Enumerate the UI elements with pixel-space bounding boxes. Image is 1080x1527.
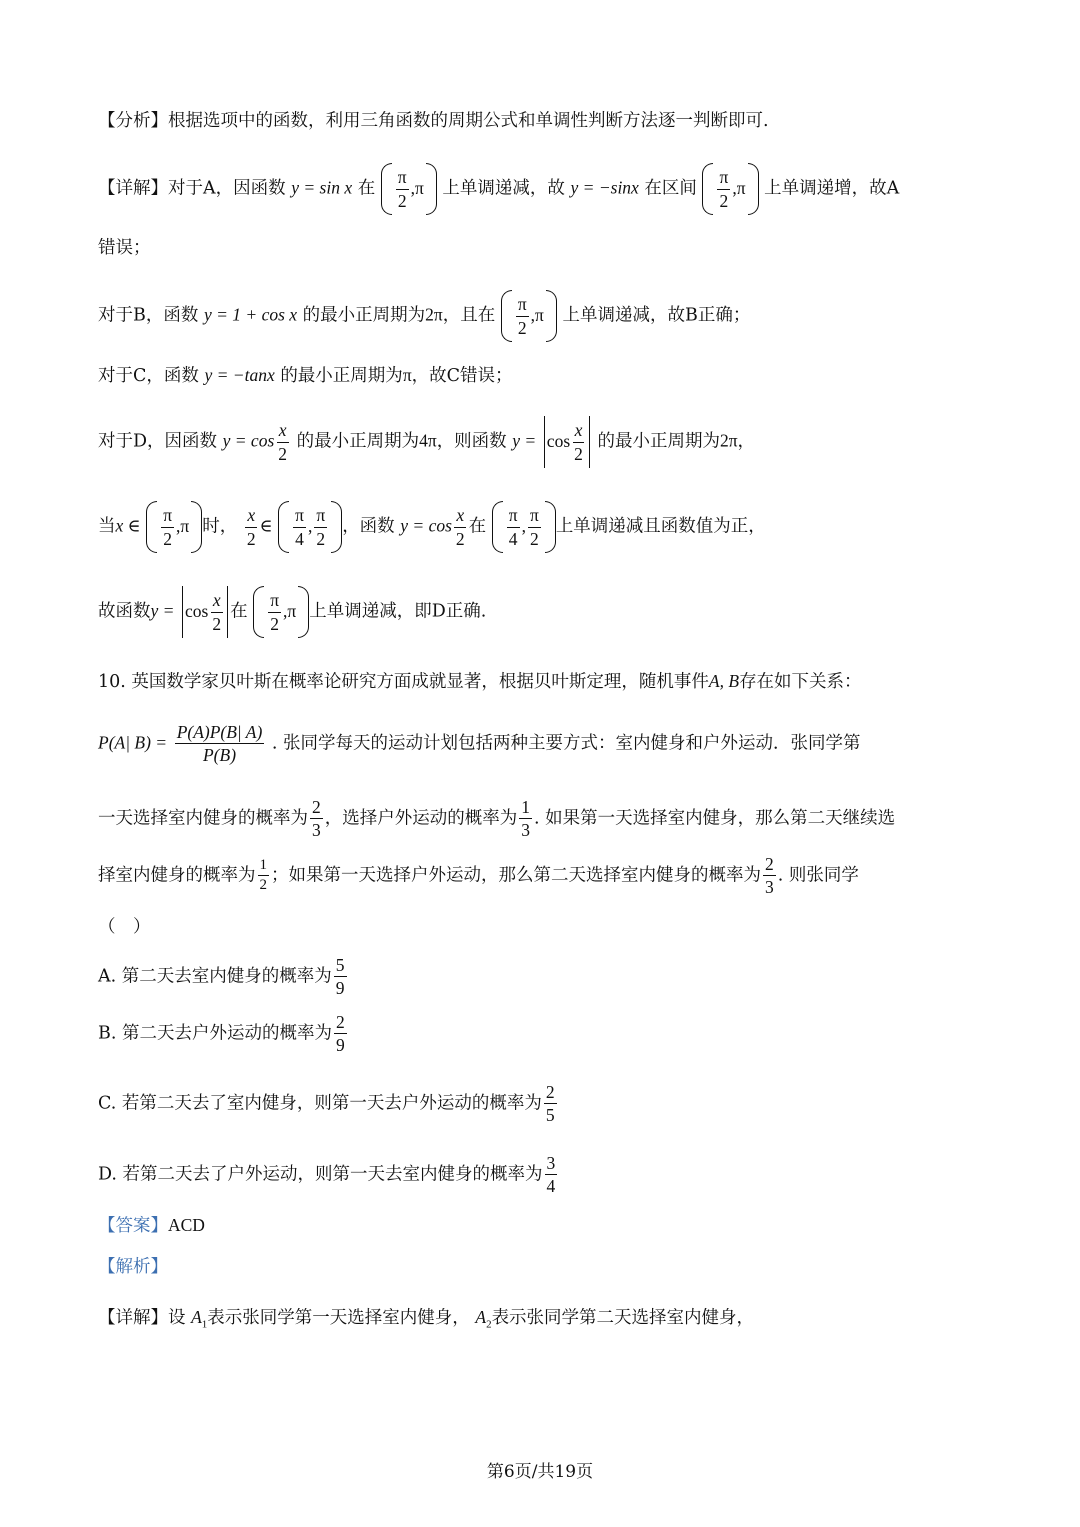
explanation-line [98, 1259, 168, 1277]
page-footer: 第6页/共19页 [486, 1462, 594, 1482]
math-expr: π [402, 365, 412, 385]
frac-den: 4 [295, 528, 304, 549]
math-expr: y = sin x [291, 177, 353, 198]
detail-e-line [98, 501, 766, 553]
math-expr: y = −sinx [570, 177, 639, 198]
text: 的最小正周期为 [302, 305, 426, 326]
frac-num: π [507, 506, 520, 527]
option-d [98, 1154, 559, 1196]
option-text: C. 若第二天去了室内健身，则第一天去户外运动的概率为 [98, 1093, 542, 1114]
text: ， [737, 431, 756, 452]
answer-line [98, 1217, 205, 1236]
abs-value [544, 416, 590, 468]
math-sub: 1 [201, 1318, 208, 1331]
math-expr: A, B [708, 671, 740, 691]
text: 对于C，函数 [98, 366, 199, 386]
frac-num: 2 [763, 855, 776, 876]
detail-d-line [98, 416, 755, 468]
text: 在 [468, 516, 487, 537]
frac-den: 2 [259, 877, 267, 894]
math-expr: ,π [283, 601, 297, 622]
analysis-label: 【分析】 [98, 111, 168, 131]
text: 设 [168, 1308, 186, 1328]
math-expr: y = [150, 600, 175, 621]
text: ，故C错误； [411, 366, 513, 386]
frac-num: x [277, 421, 289, 442]
frac-num: x [573, 421, 585, 442]
interval [492, 501, 556, 553]
interval [146, 501, 202, 553]
detail-label: 【详解】 [98, 178, 168, 199]
text: 表示张同学第二天选择室内健身， [491, 1308, 755, 1328]
text: 在 [357, 178, 376, 199]
text: ，且在 [442, 305, 496, 326]
math-expr: y = −tanx [204, 365, 275, 385]
text: ，选择户外运动的概率为 [324, 808, 518, 829]
frac-den: 5 [545, 1105, 555, 1126]
math-expr: y = cos [400, 515, 452, 536]
interval [702, 163, 758, 215]
text: 对于A，因函数 [168, 178, 286, 199]
question-line-2 [98, 723, 861, 765]
math-expr: x ∈ [115, 515, 141, 536]
text: 的最小正周期为 [597, 431, 720, 452]
interval [381, 163, 437, 215]
text: . 则张同学 [777, 865, 859, 886]
math-expr: ,π [176, 516, 190, 537]
frac-den: 2 [163, 528, 172, 549]
text: 上单调递增，故A [764, 178, 900, 199]
text: 对于B，函数 [98, 305, 199, 326]
text: 故函数 [98, 601, 151, 622]
text: 上单调递减，即D正确. [309, 601, 487, 622]
frac-num: P(A)P(B| A) [175, 723, 265, 744]
analysis-line [98, 113, 769, 131]
frac-num: 2 [310, 798, 323, 819]
frac-den: 3 [312, 820, 321, 841]
text: 上单调递减，故 [442, 178, 565, 199]
text: 一天选择室内健身的概率为 [98, 808, 308, 829]
frac-den: 2 [574, 443, 583, 464]
explanation-label: 【解析】 [98, 1257, 168, 1277]
math-expr: 4π [419, 430, 437, 451]
text: 在区间 [644, 178, 697, 199]
math-expr: cos [185, 601, 209, 622]
frac-num: π [396, 168, 409, 189]
math-expr: ,π [732, 178, 746, 199]
interval [253, 586, 309, 638]
frac-den: 9 [335, 978, 345, 999]
frac-den: 2 [455, 528, 465, 549]
text: 在 [230, 601, 248, 622]
text: 时， [202, 516, 238, 537]
text: ；如果第一天选择户外运动，那么第二天选择室内健身的概率为 [271, 865, 761, 886]
frac-num: 1 [258, 858, 270, 877]
text: 当 [98, 516, 116, 537]
frac-num: 1 [519, 798, 532, 819]
frac-num: π [268, 591, 281, 612]
text: . 张同学每天的运动计划包括两种主要方式：室内健身和户外运动．张同学第 [271, 733, 861, 754]
math-expr: cos [546, 431, 571, 452]
question-number: 10. [98, 672, 126, 692]
text: 择室内健身的概率为 [98, 865, 256, 886]
frac-den: 2 [517, 317, 527, 338]
frac-den: 2 [397, 190, 407, 211]
text: 上单调递减且函数值为正， [555, 516, 766, 537]
math-expr: P(A| B) = [98, 732, 168, 753]
detail2-label: 【详解】 [98, 1308, 168, 1328]
option-text: A. 第二天去室内健身的概率为 [98, 966, 332, 987]
math-expr: ,π [410, 178, 424, 199]
text: 对于D，因函数 [98, 431, 218, 452]
frac-den: 9 [336, 1035, 345, 1056]
frac-num: π [161, 506, 174, 527]
frac-num: 2 [334, 1013, 347, 1034]
analysis-text: 根据选项中的函数，利用三角函数的周期公式和单调性判断方法逐一判断即可. [168, 111, 769, 131]
text: 的最小正周期为 [296, 431, 420, 452]
frac-den: 3 [521, 820, 530, 841]
math-expr: 2π [425, 304, 443, 325]
question-line-4 [98, 855, 859, 897]
math-expr: y = cos [222, 430, 275, 451]
question-line-1 [98, 673, 862, 692]
frac-num: π [516, 295, 529, 316]
text: （ ） [98, 917, 151, 937]
text: 错误； [98, 238, 151, 258]
option-text: B. 第二天去户外运动的概率为 [98, 1023, 332, 1044]
frac-num: x [211, 591, 223, 612]
math-expr: A [475, 1307, 487, 1327]
frac-den: 2 [316, 528, 326, 549]
answer-value: ACD [168, 1215, 205, 1235]
frac-den: 2 [278, 443, 288, 464]
text: 上单调递减，故B正确； [562, 305, 751, 326]
frac-den: P(B) [202, 745, 237, 766]
detail-c-line [98, 367, 513, 386]
math-expr: , [307, 516, 313, 537]
math-expr: 2π [719, 430, 738, 451]
frac-den: 2 [246, 528, 256, 549]
math-expr: , [521, 516, 526, 537]
frac-num: 3 [545, 1154, 558, 1175]
frac-num: π [314, 506, 327, 527]
option-text: D. 若第二天去了户外运动，则第一天去室内健身的概率为 [98, 1164, 543, 1185]
frac-num: x [245, 506, 257, 527]
frac-num: π [528, 506, 541, 527]
frac-num: π [293, 506, 306, 527]
frac-num: x [454, 506, 466, 527]
option-a [98, 956, 349, 998]
math-expr: ∈ [259, 515, 273, 536]
text: ，函数 [342, 516, 395, 537]
frac-den: 2 [270, 613, 279, 634]
text: 存在如下关系： [739, 672, 862, 692]
math-expr: y = 1 + cos x [203, 304, 298, 325]
frac-den: 4 [508, 528, 518, 549]
frac-den: 4 [546, 1176, 556, 1197]
option-c [98, 1083, 559, 1125]
detail2-line [98, 1309, 754, 1331]
frac-num: 5 [334, 956, 347, 977]
detail-b-line [98, 290, 750, 342]
question-line-3 [98, 798, 895, 840]
frac-den: 2 [212, 613, 222, 634]
text: 的最小正周期为 [280, 366, 403, 386]
text: ，则函数 [436, 431, 507, 452]
text: . 如果第一天选择室内健身，那么第二天继续选 [534, 808, 896, 829]
option-b [98, 1013, 349, 1055]
detail-a-line [98, 163, 899, 215]
interval [278, 501, 342, 553]
math-expr: y = [512, 430, 537, 451]
text: 表示张同学第一天选择室内健身， [207, 1308, 470, 1328]
math-expr: ,π [530, 305, 544, 326]
math-sub: 2 [486, 1318, 492, 1331]
answer-label: 【答案】 [98, 1216, 168, 1236]
detail-a-cont [98, 240, 151, 258]
answer-blank [98, 919, 151, 937]
interval [501, 290, 557, 342]
text: 英国数学家贝叶斯在概率论研究方面成就显著，根据贝叶斯定理，随机事件 [131, 672, 709, 692]
abs-value [182, 586, 228, 638]
frac-num: 2 [544, 1083, 557, 1104]
math-expr: A [191, 1307, 202, 1327]
frac-den: 2 [530, 528, 539, 549]
frac-num: π [717, 168, 730, 189]
detail-f-line [98, 586, 486, 638]
frac-den: 2 [719, 190, 729, 211]
frac-den: 3 [765, 877, 774, 898]
